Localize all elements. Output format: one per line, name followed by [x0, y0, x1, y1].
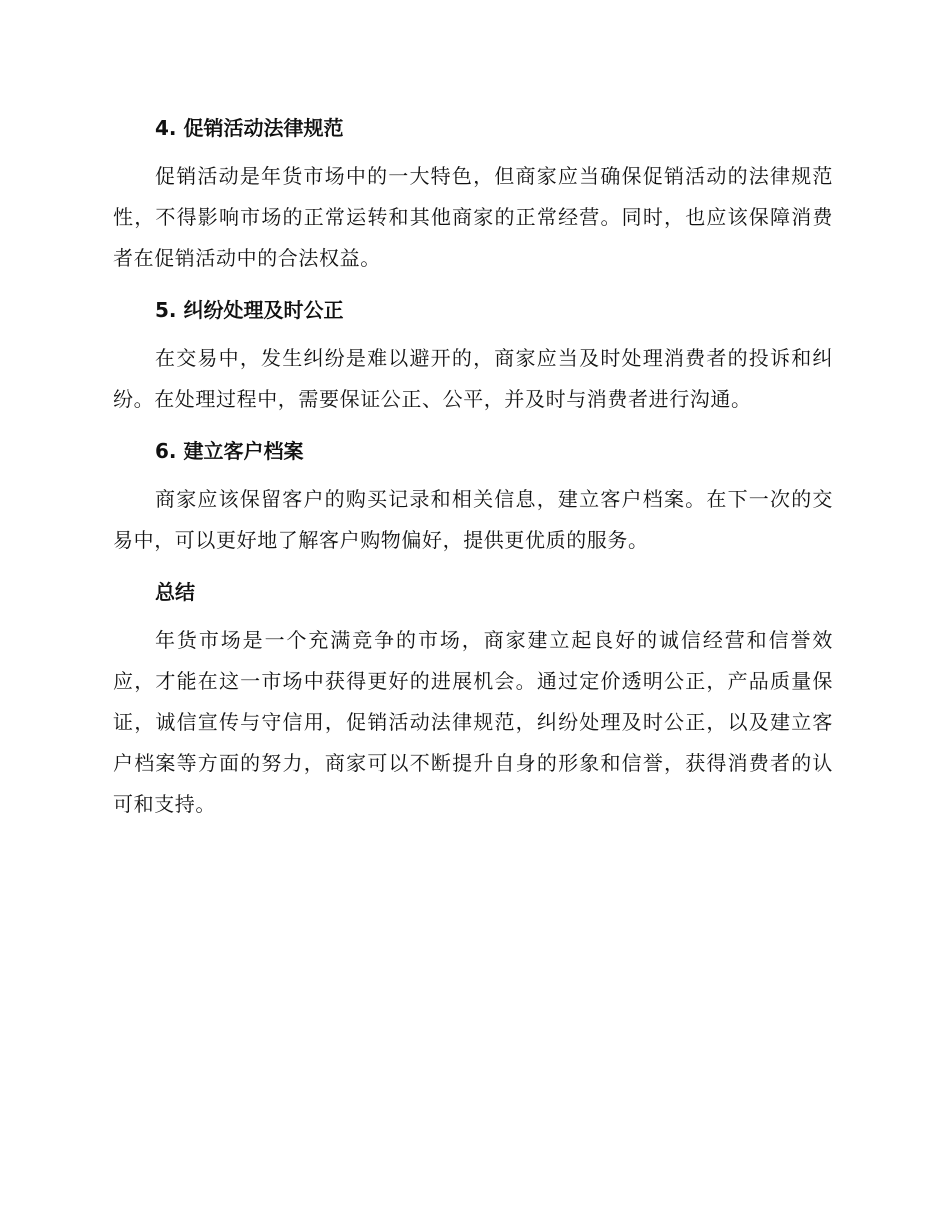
- document-content: [113, 108, 833, 836]
- section-heading-promotion-legal: 4. 促销活动法律规范: [155, 116, 344, 140]
- section-body-promotion-legal: 促销活动是年货市场中的一大特色，但商家应当确保促销活动的法律规范性，不得影响市场的正常运转和其他商家的正常经营。同时，也应该保障消费者在促销活动中的合法权益。: [113, 164, 833, 270]
- section-heading-dispute-handling: 5. 纠纷处理及时公正: [155, 298, 344, 322]
- section-heading-customer-records: 6. 建立客户档案: [155, 439, 304, 463]
- section-heading-summary: 总结: [155, 580, 195, 604]
- section-body-summary: 年货市场是一个充满竞争的市场，商家建立起良好的诚信经营和信誉效应，才能在这一市场中获得更好的进展机会。通过定价透明公正，产品质量保证，诚信宣传与守信用，促销活动法律规范，纠纷处理及时公正，以及建立客户档案等方面的努力，商家可以不断提升自身的形象和信誉，获得消费者的认可和支持。: [113, 628, 833, 816]
- section-body-customer-records: 商家应该保留客户的购买记录和相关信息，建立客户档案。在下一次的交易中，可以更好地了解客户购物偏好，提供更优质的服务。: [113, 487, 833, 552]
- section-body-dispute-handling: 在交易中，发生纠纷是难以避开的，商家应当及时处理消费者的投诉和纠纷。在处理过程中，需要保证公正、公平，并及时与消费者进行沟通。: [113, 346, 833, 411]
